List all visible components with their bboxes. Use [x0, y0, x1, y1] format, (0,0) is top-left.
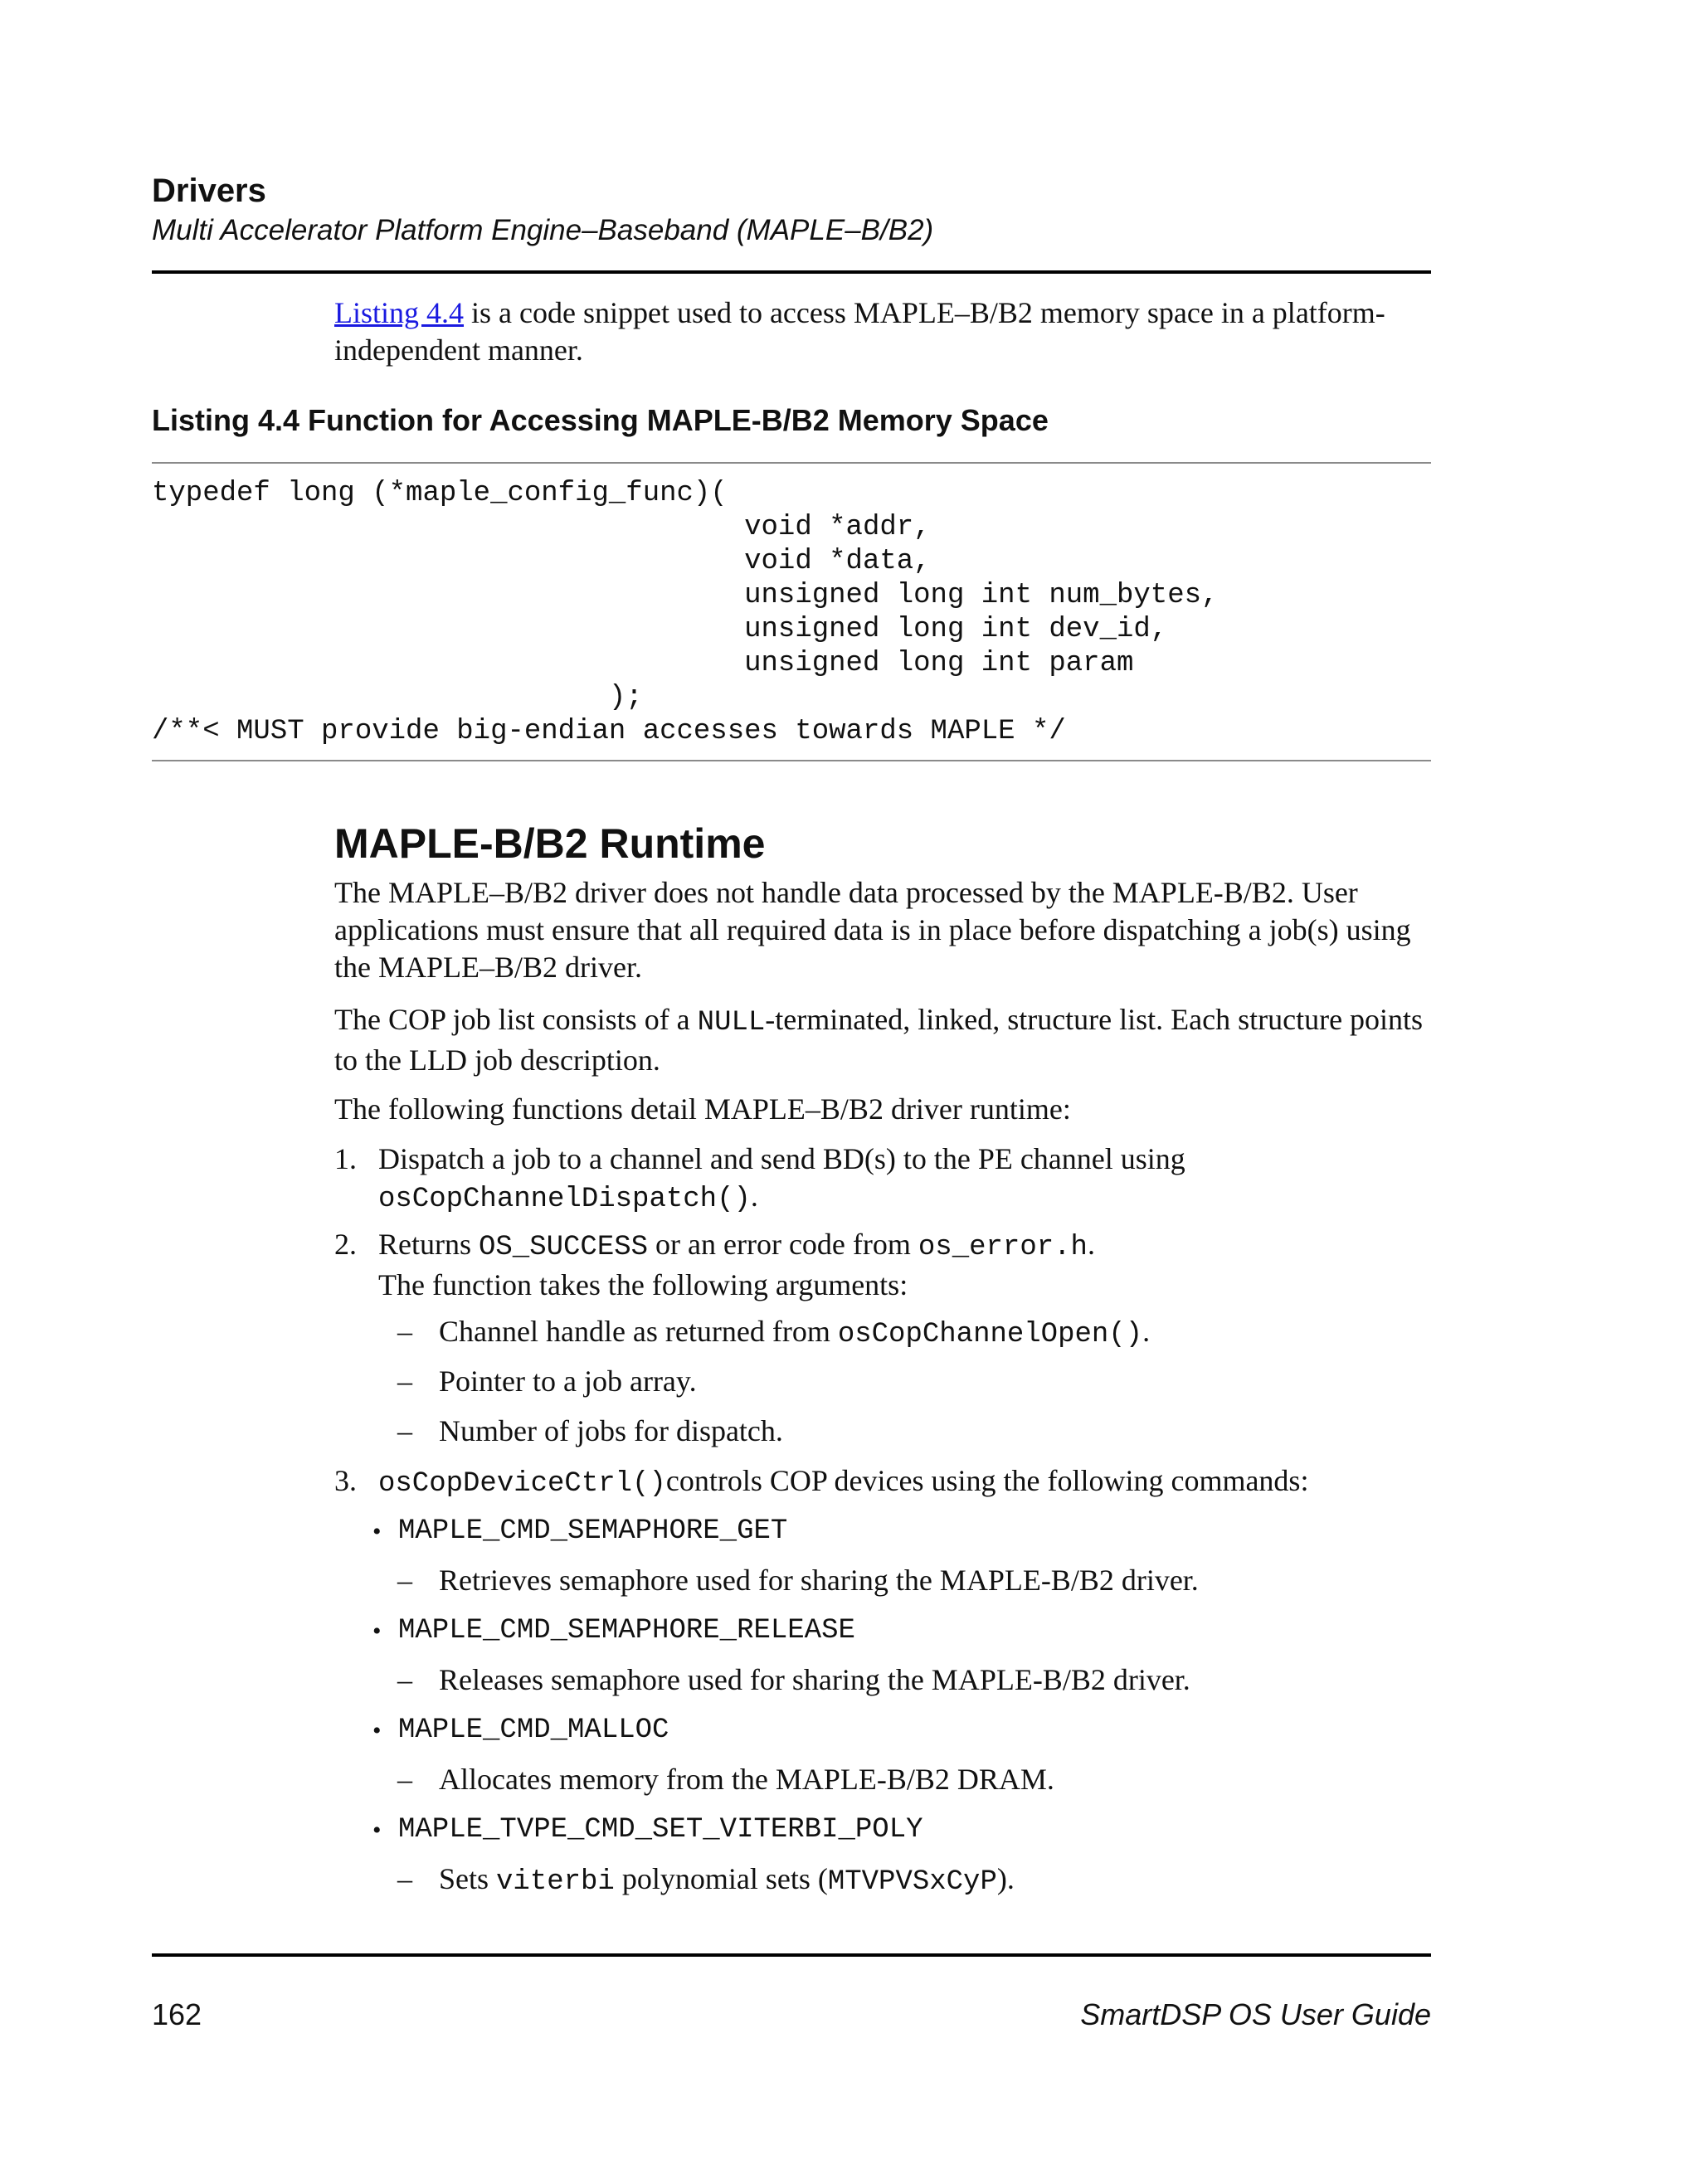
dash-marker: –: [397, 1414, 412, 1447]
inline-code: osCopDeviceCtrl(): [378, 1468, 666, 1500]
command-name: MAPLE_CMD_SEMAPHORE_RELEASE: [398, 1615, 855, 1647]
code-line: void *data,: [152, 546, 931, 577]
footer-guide-name: SmartDSP OS User Guide: [1080, 1997, 1431, 2031]
inline-code: MTVPVSxCyP: [827, 1866, 997, 1898]
list-subitem: Number of jobs for dispatch.: [439, 1414, 783, 1447]
command-name: MAPLE_TVPE_CMD_SET_VITERBI_POLY: [398, 1814, 923, 1846]
intro-text: is a code snippet used to access MAPLE–B/B2 memory space in a platform-independent manner.: [334, 296, 1385, 367]
list-number: 3.: [334, 1464, 357, 1497]
inline-code: osCopChannelOpen(): [837, 1319, 1143, 1350]
dash-marker: –: [397, 1315, 412, 1348]
command-description: Retrieves semaphore used for sharing the MAPLE-B/B2 driver.: [439, 1564, 1199, 1597]
code-listing: [152, 477, 1218, 749]
command-description: Sets viterbi polynomial sets (MTVPVSxCyP).: [439, 1862, 1015, 1898]
dash-marker: –: [397, 1564, 412, 1597]
list-item-3: osCopDeviceCtrl()controls COP devices using the following commands:: [378, 1464, 1309, 1500]
dash-marker: –: [397, 1663, 412, 1696]
bullet-marker: •: [372, 1817, 382, 1844]
list-number: 1.: [334, 1142, 357, 1175]
code-line: );: [152, 682, 643, 713]
page-number: 162: [152, 1997, 202, 2031]
inline-code: OS_SUCCESS: [479, 1232, 649, 1263]
list-item-1: Dispatch a job to a channel and send BD(s) to the PE channel using osCopChannelDispatch().: [378, 1142, 1185, 1215]
bullet-marker: •: [372, 1617, 382, 1645]
code-line: typedef long (*maple_config_func)(: [152, 478, 728, 509]
listing-bottom-rule: [152, 760, 1431, 761]
running-header-subtitle: Multi Accelerator Platform Engine–Baseband (MAPLE–B/B2): [152, 214, 934, 246]
running-header-title: Drivers: [152, 173, 266, 209]
dash-marker: –: [397, 1364, 412, 1398]
code-line: unsigned long int param: [152, 648, 1134, 679]
listing-link[interactable]: Listing 4.4: [334, 296, 465, 329]
command-description: Releases semaphore used for sharing the MAPLE-B/B2 driver.: [439, 1663, 1190, 1696]
listing-caption: Listing 4.4 Function for Accessing MAPLE-B/B2 Memory Space: [152, 403, 1049, 437]
command-name: MAPLE_CMD_SEMAPHORE_GET: [398, 1515, 788, 1547]
code-line: unsigned long int dev_id,: [152, 614, 1168, 645]
dash-marker: –: [397, 1763, 412, 1796]
bullet-marker: •: [372, 1717, 382, 1744]
bullet-marker: •: [372, 1518, 382, 1545]
section-heading: MAPLE-B/B2 Runtime: [334, 820, 766, 867]
dash-marker: –: [397, 1862, 412, 1895]
code-line: /**< MUST provide big-endian accesses towards MAPLE */: [152, 716, 1066, 747]
runtime-paragraph-2: The COP job list consists of a NULL-terminated, linked, structure list. Each structure points to the LLD job description.: [334, 1003, 1424, 1077]
inline-code: viterbi: [496, 1866, 615, 1898]
list-number: 2.: [334, 1228, 357, 1261]
command-name: MAPLE_CMD_MALLOC: [398, 1715, 669, 1746]
intro-paragraph: [334, 294, 1438, 369]
header-rule: [152, 270, 1431, 274]
runtime-paragraph-1: The MAPLE–B/B2 driver does not handle data processed by the MAPLE-B/B2. User applications must ensure that all required data is in place before dispatching a job(s) using the MAPLE–B/B2 driver.: [334, 876, 1411, 984]
inline-code: osCopChannelDispatch(): [378, 1184, 751, 1215]
inline-code: os_error.h: [918, 1232, 1088, 1263]
list-subitem: Pointer to a job array.: [439, 1364, 697, 1398]
inline-code: NULL: [697, 1007, 766, 1038]
footer-rule: [152, 1953, 1431, 1957]
runtime-paragraph-3: The following functions detail MAPLE–B/B2 driver runtime:: [334, 1092, 1071, 1126]
code-line: void *addr,: [152, 512, 931, 543]
code-line: unsigned long int num_bytes,: [152, 580, 1219, 611]
list-subitem: Channel handle as returned from osCopChannelOpen().: [439, 1315, 1151, 1350]
list-item-2: Returns OS_SUCCESS or an error code from os_error.h. The function takes the following arguments:: [378, 1228, 1095, 1301]
listing-top-rule: [152, 462, 1431, 464]
command-description: Allocates memory from the MAPLE-B/B2 DRAM.: [439, 1763, 1054, 1796]
